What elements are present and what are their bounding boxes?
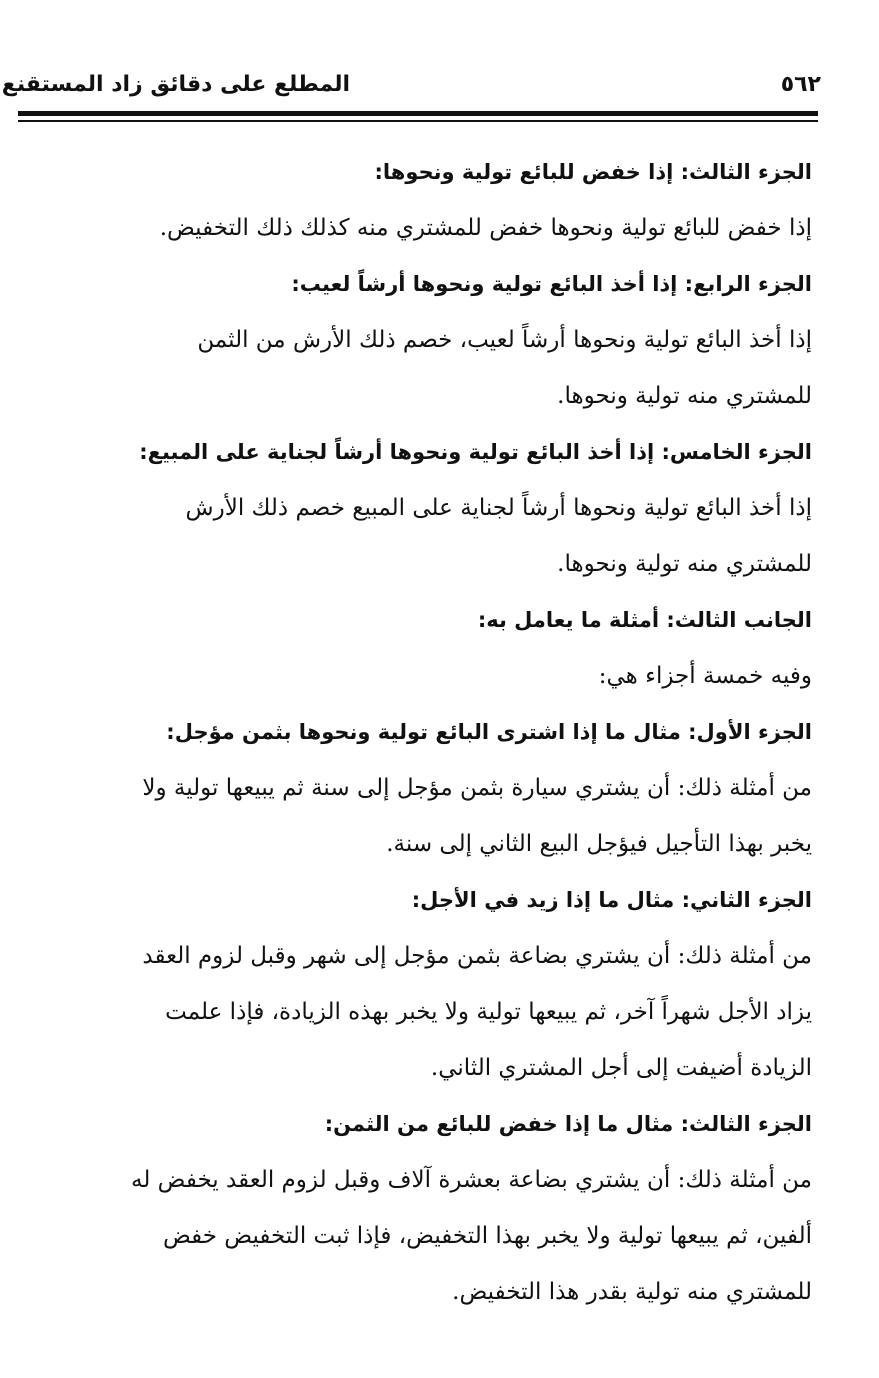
body-line: يخبر بهذا التأجيل فيؤجل البيع الثاني إلى سنة. — [386, 831, 812, 857]
section-heading: الجزء الثالث: إذا خفض للبائع تولية ونحوها: — [374, 160, 812, 184]
section-heading: الجزء الأول: مثال ما إذا اشترى البائع تولية ونحوها بثمن مؤجل: — [166, 720, 812, 744]
body-line: إذا أخذ البائع تولية ونحوها أرشاً لجناية على المبيع خصم ذلك الأرش — [185, 495, 812, 521]
body-line: الزيادة أضيفت إلى أجل المشتري الثاني. — [430, 1055, 812, 1081]
body-line: للمشتري منه تولية ونحوها. — [557, 551, 812, 577]
section-heading: الجزء الخامس: إذا أخذ البائع تولية ونحوها أرشاً لجناية على المبيع: — [139, 440, 812, 464]
section-heading: الجزء الثاني: مثال ما إذا زيد في الأجل: — [411, 888, 812, 912]
body-line: من أمثلة ذلك: أن يشتري بضاعة بعشرة آلاف وقبل لزوم العقد يخفض له — [131, 1167, 812, 1193]
running-title: المطلع على دقائق زاد المستقنع — [1, 72, 350, 97]
body-line: من أمثلة ذلك: أن يشتري بضاعة بثمن مؤجل إلى شهر وقبل لزوم العقد — [142, 943, 812, 969]
body-line: إذا أخذ البائع تولية ونحوها أرشاً لعيب، خصم ذلك الأرش من الثمن — [197, 327, 812, 353]
page-body — [52, 144, 812, 1320]
body-line: ألفين، ثم يبيعها تولية ولا يخبر بهذا التخفيض، فإذا ثبت التخفيض خفض — [162, 1223, 812, 1249]
section-heading: الجزء الثالث: مثال ما إذا خفض للبائع من الثمن: — [324, 1112, 812, 1136]
body-line: وفيه خمسة أجزاء هي: — [598, 663, 812, 689]
section-heading: الجانب الثالث: أمثلة ما يعامل به: — [477, 608, 812, 632]
body-line: من أمثلة ذلك: أن يشتري سيارة بثمن مؤجل إلى سنة ثم يبيعها تولية ولا — [142, 775, 812, 801]
body-line: للمشتري منه تولية ونحوها. — [557, 383, 812, 409]
body-line: للمشتري منه تولية بقدر هذا التخفيض. — [452, 1279, 812, 1305]
page-number: ٥٦٢ — [780, 72, 821, 97]
section-heading: الجزء الرابع: إذا أخذ البائع تولية ونحوها أرشاً لعيب: — [291, 272, 812, 296]
body-line: إذا خفض للبائع تولية ونحوها خفض للمشتري منه كذلك ذلك التخفيض. — [159, 215, 812, 241]
header-rule-thick — [18, 111, 818, 116]
header-rule-thin — [18, 120, 818, 122]
body-line: يزاد الأجل شهراً آخر، ثم يبيعها تولية ولا يخبر بهذه الزيادة، فإذا علمت — [165, 999, 812, 1025]
